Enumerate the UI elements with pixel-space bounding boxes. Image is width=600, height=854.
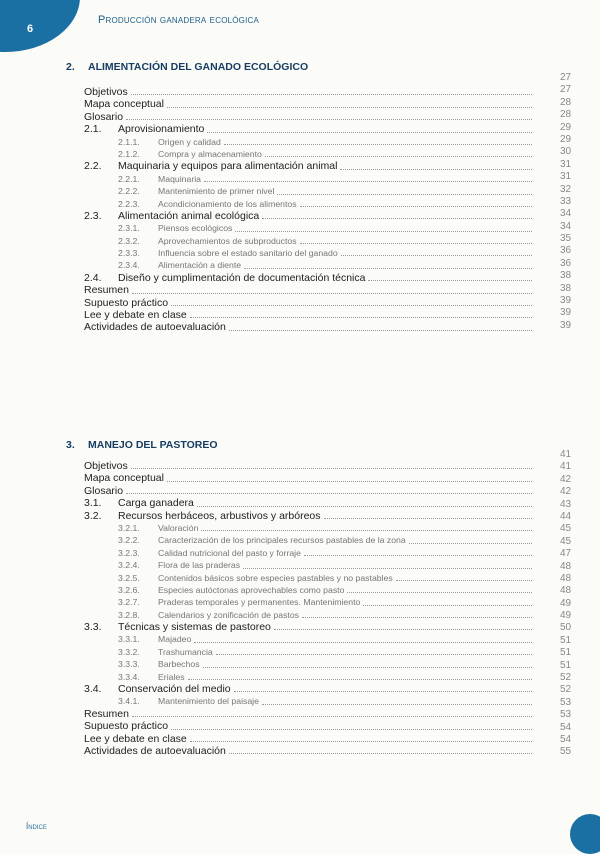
toc-entry xyxy=(84,247,534,259)
toc-entry-number: 2.4. xyxy=(84,271,102,284)
toc-entry xyxy=(84,86,534,98)
toc-page-number: 39 xyxy=(560,295,572,307)
toc-entry xyxy=(84,235,534,247)
toc-page-number: 49 xyxy=(560,610,572,622)
toc-entry xyxy=(84,123,534,135)
toc-entry xyxy=(84,609,534,621)
toc-entry xyxy=(84,160,534,172)
toc-entry-label: Origen y calidad xyxy=(158,136,221,147)
section-title-text: MANEJO DEL PASTOREO xyxy=(88,439,218,451)
toc-page-number: 34 xyxy=(560,220,572,232)
toc-page-number: 35 xyxy=(560,233,572,245)
toc-entry xyxy=(84,309,534,321)
toc-entry xyxy=(84,572,534,584)
toc-page-number: 39 xyxy=(560,307,572,319)
toc-entry-label: Objetivos xyxy=(84,86,128,98)
toc-entry xyxy=(84,745,534,757)
dot-leader xyxy=(229,745,532,754)
toc-entry-number: 2.2.3. xyxy=(118,198,140,209)
toc-entry-label: Especies autóctonas aprovechables como pasto xyxy=(158,584,345,595)
running-title: Producción ganadera ecológica xyxy=(98,14,260,26)
page-number-column xyxy=(560,72,590,332)
toc-entry-number: 3.4.1. xyxy=(118,696,140,707)
toc-entry-number: 3.2.3. xyxy=(118,547,140,558)
toc-entry-number: 3.1. xyxy=(84,497,102,510)
toc-page-number: 28 xyxy=(560,109,572,121)
toc-entry-label: Lee y debate en clase xyxy=(84,309,187,322)
toc-page-number: 45 xyxy=(560,535,572,547)
toc-entry-label: Valoración xyxy=(158,522,199,533)
toc-page-number: 52 xyxy=(560,684,572,696)
toc-entry-number: 3.3.1. xyxy=(118,634,140,645)
toc-entry xyxy=(84,485,534,497)
dot-leader xyxy=(300,198,532,207)
toc-entry-number: 2.1. xyxy=(84,123,102,136)
toc-entry-number: 3.2.1. xyxy=(118,522,140,533)
section-title xyxy=(66,61,308,73)
toc-page-number: 41 xyxy=(560,461,572,473)
toc-entry xyxy=(84,98,534,110)
toc-page-number: 48 xyxy=(560,560,572,572)
toc-page-number: 51 xyxy=(560,647,572,659)
corner-tab xyxy=(570,814,600,854)
toc-page-number: 38 xyxy=(560,270,572,282)
toc-page-number: 41 xyxy=(560,449,572,460)
toc-page-number: 38 xyxy=(560,282,572,294)
section-number: 2. xyxy=(66,61,75,73)
dot-leader xyxy=(190,309,532,318)
toc-entry-label: Aprovechamientos de subproductos xyxy=(158,235,297,246)
toc-page-number: 36 xyxy=(560,245,572,257)
toc-entry xyxy=(84,671,534,683)
toc-entry xyxy=(84,658,534,670)
dot-leader xyxy=(324,510,532,519)
toc-entry-number: 3.3.3. xyxy=(118,659,140,670)
toc-entry-label: Calendarios y zonificación de pastos xyxy=(158,609,300,620)
toc-entry xyxy=(84,198,534,210)
dot-leader xyxy=(347,584,532,593)
section-title xyxy=(66,439,218,451)
toc-page-number: 43 xyxy=(560,498,572,510)
toc-entry-number: 3.2.5. xyxy=(118,572,140,583)
toc-entry-label: Calidad nutricional del pasto y forraje xyxy=(158,547,301,558)
dot-leader xyxy=(368,272,532,281)
dot-leader xyxy=(304,547,532,556)
toc-entry-label: Praderas temporales y permanentes. Mantenimiento xyxy=(158,597,361,608)
toc-entry xyxy=(84,210,534,222)
toc-page-number: 30 xyxy=(560,146,572,158)
toc-page-number: 32 xyxy=(560,183,572,195)
dot-leader xyxy=(201,522,532,531)
toc-entry-label: Resumen xyxy=(84,284,129,297)
toc-entry xyxy=(84,646,534,658)
dot-leader xyxy=(197,497,532,506)
toc-entry-label: Acondicionamiento de los alimentos xyxy=(158,198,297,209)
toc-page-number: 53 xyxy=(560,709,572,721)
toc-entry-number: 2.2. xyxy=(84,160,102,173)
toc-entry-label: Aprovisionamiento xyxy=(118,123,205,136)
toc-entry-number: 3.2.2. xyxy=(118,535,140,546)
dot-leader xyxy=(131,460,532,469)
toc-entry xyxy=(84,733,534,745)
toc-entry-label: Trashumancia xyxy=(158,646,213,657)
toc-entry xyxy=(84,621,534,633)
dot-leader xyxy=(341,247,532,256)
toc-list xyxy=(84,460,534,757)
toc-entry xyxy=(84,185,534,197)
toc-page-number: 42 xyxy=(560,473,572,485)
toc-page-number: 27 xyxy=(560,84,572,96)
toc-entry xyxy=(84,111,534,123)
toc-entry-label: Influencia sobre el estado sanitario del ganado xyxy=(158,248,338,259)
toc-page-number: 29 xyxy=(560,121,572,133)
toc-page-number: 45 xyxy=(560,523,572,535)
dot-leader xyxy=(243,559,532,568)
dot-leader xyxy=(126,485,532,494)
toc-entry xyxy=(84,173,534,185)
toc-entry-number: 3.2.4. xyxy=(118,560,140,571)
toc-entry-label: Supuesto práctico xyxy=(84,296,169,309)
toc-entry-number: 3.2.7. xyxy=(118,597,140,608)
toc-page-number: 54 xyxy=(560,721,572,733)
toc-entry xyxy=(84,284,534,296)
dot-leader xyxy=(188,671,532,680)
toc-entry-label: Actividades de autoevaluación xyxy=(84,321,226,334)
toc-entry-label: Glosario xyxy=(84,110,124,123)
footer-index-label: Índice xyxy=(26,822,47,831)
toc-entry-label: Caracterización de los principales recursos pastables de la zona xyxy=(158,535,406,546)
toc-entry-label: Barbechos xyxy=(158,659,200,670)
toc-entry-number: 2.3.4. xyxy=(118,260,140,271)
toc-entry xyxy=(84,559,534,571)
toc-entry xyxy=(84,547,534,559)
toc-entry-label: Maquinaria xyxy=(158,173,201,184)
toc-entry xyxy=(84,683,534,695)
toc-entry xyxy=(84,259,534,271)
toc-list xyxy=(84,86,534,334)
toc-entry-number: 3.4. xyxy=(84,683,102,696)
toc-page-number: 31 xyxy=(560,171,572,183)
toc-entry-number: 3.2.8. xyxy=(118,609,140,620)
dot-leader xyxy=(207,123,532,132)
toc-page-number: 51 xyxy=(560,634,572,646)
dot-leader xyxy=(262,210,532,219)
toc-entry-label: Alimentación animal ecológica xyxy=(118,209,260,222)
toc-page-number: 36 xyxy=(560,257,572,269)
dot-leader xyxy=(203,658,532,667)
toc-entry-label: Carga ganadera xyxy=(118,497,194,510)
toc-entry xyxy=(84,472,534,484)
dot-leader xyxy=(277,185,532,194)
toc-entry-label: Mantenimiento de primer nivel xyxy=(158,186,275,197)
dot-leader xyxy=(224,136,532,145)
toc-entry-label: Majadeo xyxy=(158,634,192,645)
toc-page-number: 33 xyxy=(560,195,572,207)
dot-leader xyxy=(126,111,532,120)
toc-entry xyxy=(84,297,534,309)
dot-leader xyxy=(216,646,532,655)
dot-leader xyxy=(265,148,532,157)
toc-page-number: 31 xyxy=(560,158,572,170)
toc-page-number: 54 xyxy=(560,733,572,745)
toc-entry xyxy=(84,222,534,234)
section-title-text: ALIMENTACIÓN DEL GANADO ECOLÓGICO xyxy=(88,61,309,73)
toc-entry-number: 2.2.2. xyxy=(118,186,140,197)
toc-entry-label: Recursos herbáceos, arbustivos y arbóreos xyxy=(118,509,321,522)
toc-entry-label: Supuesto práctico xyxy=(84,720,169,733)
dot-leader xyxy=(132,708,532,717)
page-tab xyxy=(0,0,80,52)
toc-entry-number: 3.2. xyxy=(84,509,102,522)
toc-entry-number: 2.3. xyxy=(84,209,102,222)
toc-page-number: 39 xyxy=(560,319,572,331)
toc-entry-label: Maquinaria y equipos para alimentación animal xyxy=(118,160,338,173)
toc-entry-label: Mapa conceptual xyxy=(84,98,164,111)
toc-entry xyxy=(84,510,534,522)
toc-entry-label: Mapa conceptual xyxy=(84,472,164,485)
toc-entry-label: Conservación del medio xyxy=(118,683,231,696)
toc-entry xyxy=(84,522,534,534)
dot-leader xyxy=(131,86,532,95)
toc-entry xyxy=(84,460,534,472)
toc-entry-number: 2.3.2. xyxy=(118,235,140,246)
toc-entry-label: Glosario xyxy=(84,484,124,497)
toc-entry-number: 3.3. xyxy=(84,621,102,634)
page-number: 6 xyxy=(27,23,34,35)
toc-entry-label: Piensos ecológicos xyxy=(158,223,233,234)
dot-leader xyxy=(396,572,532,581)
toc-page-number: 34 xyxy=(560,208,572,220)
toc-page-number: 50 xyxy=(560,622,572,634)
toc-entry-label: Contenidos básicos sobre especies pastables y no pastables xyxy=(158,572,393,583)
toc-entry-label: Lee y debate en clase xyxy=(84,732,187,745)
toc-entry-number: 3.3.4. xyxy=(118,671,140,682)
toc-page-number: 44 xyxy=(560,510,572,522)
toc-page-number: 52 xyxy=(560,672,572,684)
toc-entry-label: Diseño y cumplimentación de documentación técnica xyxy=(118,271,366,284)
toc-entry-number: 2.1.2. xyxy=(118,148,140,159)
section-number: 3. xyxy=(66,439,75,451)
toc-entry xyxy=(84,272,534,284)
toc-page-number: 48 xyxy=(560,572,572,584)
dot-leader xyxy=(302,609,532,618)
toc-entry-number: 2.3.3. xyxy=(118,248,140,259)
toc-entry-number: 2.1.1. xyxy=(118,136,140,147)
toc-entry xyxy=(84,633,534,645)
toc-page-number: 28 xyxy=(560,96,572,108)
toc-entry-number: 2.3.1. xyxy=(118,223,140,234)
dot-leader xyxy=(190,733,532,742)
toc-entry-label: Mantenimiento del paisaje xyxy=(158,696,259,707)
toc-page-number: 42 xyxy=(560,486,572,498)
dot-leader xyxy=(340,160,532,169)
toc-entry xyxy=(84,720,534,732)
toc-entry-label: Alimentación a diente xyxy=(158,260,242,271)
toc-entry-label: Compra y almacenamiento xyxy=(158,148,262,159)
page-number-column xyxy=(560,449,590,759)
toc-entry xyxy=(84,136,534,148)
toc-entry xyxy=(84,321,534,333)
dot-leader xyxy=(244,259,532,268)
toc-entry-label: Objetivos xyxy=(84,460,128,472)
toc-entry-number: 3.3.2. xyxy=(118,646,140,657)
toc-page-number: 47 xyxy=(560,548,572,560)
toc-page-number: 49 xyxy=(560,597,572,609)
dot-leader xyxy=(204,173,532,182)
dot-leader xyxy=(194,633,532,642)
dot-leader xyxy=(229,321,532,330)
toc-entry-label: Técnicas y sistemas de pastoreo xyxy=(118,621,271,634)
toc-entry xyxy=(84,148,534,160)
dot-leader xyxy=(132,284,532,293)
dot-leader xyxy=(234,683,532,692)
dot-leader xyxy=(171,720,532,729)
dot-leader xyxy=(300,235,532,244)
dot-leader xyxy=(363,596,532,605)
toc-entry-label: Resumen xyxy=(84,707,129,720)
toc-entry xyxy=(84,708,534,720)
toc-page-number: 53 xyxy=(560,696,572,708)
dot-leader xyxy=(235,222,532,231)
toc-page-number: 29 xyxy=(560,133,572,145)
dot-leader xyxy=(409,534,532,543)
toc-entry xyxy=(84,534,534,546)
dot-leader xyxy=(167,98,532,107)
toc-entry-number: 2.2.1. xyxy=(118,173,140,184)
toc-page-number: 51 xyxy=(560,659,572,671)
toc-entry xyxy=(84,596,534,608)
toc-entry xyxy=(84,584,534,596)
toc-entry-label: Eriales xyxy=(158,671,185,682)
toc-entry-number: 3.2.6. xyxy=(118,584,140,595)
toc-page-number: 27 xyxy=(560,72,572,83)
dot-leader xyxy=(274,621,532,630)
toc-entry xyxy=(84,497,534,509)
dot-leader xyxy=(171,297,532,306)
dot-leader xyxy=(167,472,532,481)
toc-page-number: 48 xyxy=(560,585,572,597)
toc-page-number: 55 xyxy=(560,746,572,758)
toc-entry-label: Flora de las praderas xyxy=(158,560,241,571)
toc-entry xyxy=(84,695,534,707)
dot-leader xyxy=(262,695,532,704)
toc-entry-label: Actividades de autoevaluación xyxy=(84,744,226,757)
